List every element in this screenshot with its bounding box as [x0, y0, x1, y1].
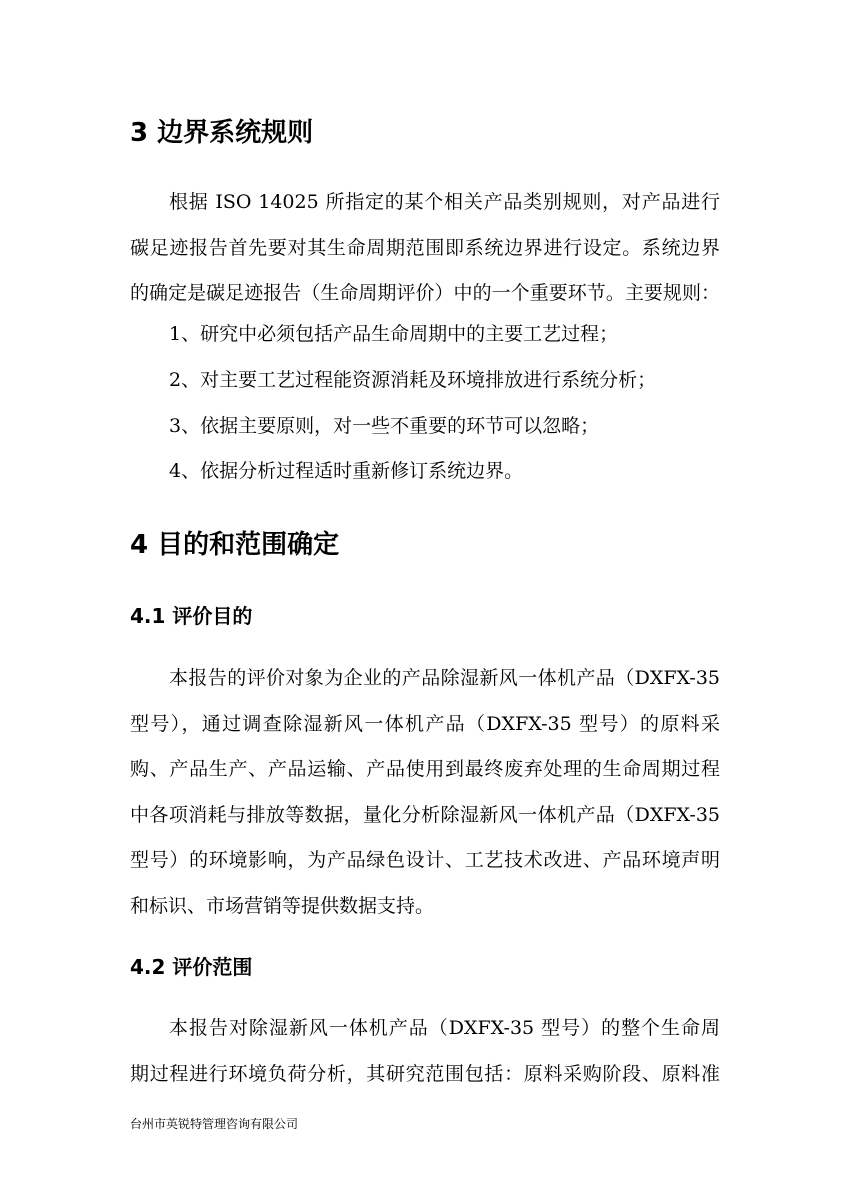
paragraph-line: 碳足迹报告首先要对其生命周期范围即系统边界进行设定。系统边界: [130, 236, 720, 259]
rule-item-2: 2、对主要工艺过程能资源消耗及环境排放进行系统分析；: [169, 369, 657, 391]
section-4-2-heading: 4.2 评价范围: [130, 955, 253, 979]
paragraph-line: 的确定是碳足迹报告（生命周期评价）中的一个重要环节。主要规则：: [130, 282, 720, 305]
paragraph-line: 中各项消耗与排放等数据，量化分析除湿新风一体机产品（DXFX-35: [130, 803, 720, 826]
paragraph-line: 购、产品生产、产品运输、产品使用到最终废弃处理的生命周期过程: [130, 758, 720, 781]
paragraph-line: 和标识、市场营销等提供数据支持。: [130, 894, 435, 917]
section-4-2-body: [130, 1006, 720, 1097]
paragraph-line: 本报告对除湿新风一体机产品（DXFX-35 型号）的整个生命周: [169, 1017, 720, 1039]
section-3-heading: 3 边界系统规则: [130, 118, 314, 148]
section-3-intro: [130, 180, 720, 317]
paragraph-line: 型号）的环境影响，为产品绿色设计、工艺技术改进、产品环境声明: [130, 849, 720, 872]
section-4-heading: 4 目的和范围确定: [130, 530, 340, 560]
paragraph-line: 期过程进行环境负荷分析，其研究范围包括：原料采购阶段、原料准: [130, 1062, 720, 1085]
footer-company-name: 台州市英锐特管理咨询有限公司: [130, 1117, 299, 1131]
paragraph-line: 型号），通过调查除湿新风一体机产品（DXFX-35 型号）的原料采: [130, 712, 720, 735]
section-4-1-heading: 4.1 评价目的: [130, 604, 253, 628]
rule-item-3: 3、依据主要原则，对一些不重要的环节可以忽略；: [169, 415, 600, 437]
paragraph-line: 根据 ISO 14025 所指定的某个相关产品类别规则，对产品进行: [169, 191, 720, 213]
paragraph-line: 本报告的评价对象为企业的产品除湿新风一体机产品（DXFX-35: [169, 667, 720, 689]
section-4-1-body: [130, 656, 720, 930]
rule-item-4: 4、依据分析过程适时重新修订系统边界。: [169, 460, 524, 482]
rule-item-1: 1、研究中必须包括产品生命周期中的主要工艺过程；: [169, 323, 619, 345]
